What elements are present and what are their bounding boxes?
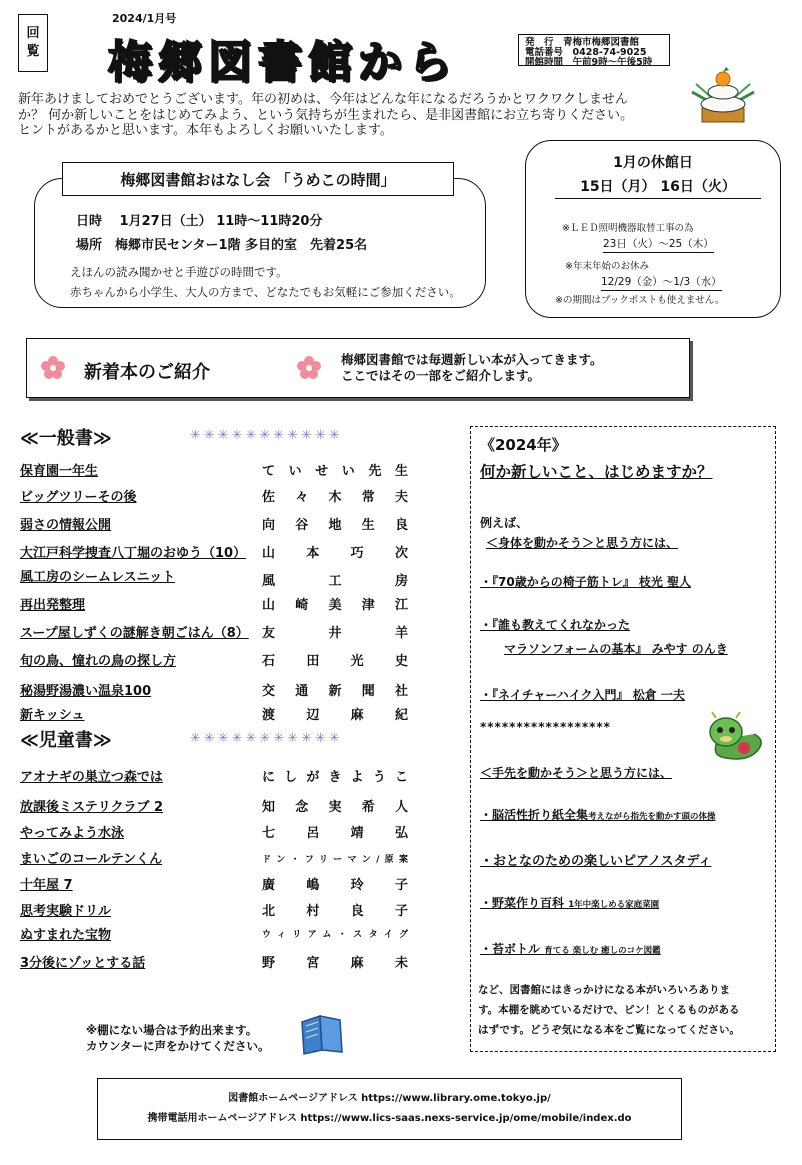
greeting-paragraph [18, 92, 658, 139]
publisher-box [518, 34, 670, 66]
sidebar-hand-book [480, 940, 661, 957]
sidebar-book: ・『誰も教えてくれなかった [480, 618, 631, 632]
storytime-title: 梅郷図書館おはなし会 「うめこの時間」 [62, 162, 454, 196]
plum-blossom-icon [296, 355, 322, 381]
dragon-icon [704, 710, 768, 762]
new-books-title: 新着本のご紹介 [84, 362, 210, 383]
sidebar-hand-book [480, 894, 659, 911]
closed-range: 23日（火）～25（木） [603, 236, 714, 253]
kairan-bottom-char: 覧 [26, 44, 40, 59]
book-title: 風工房のシームレスニット [20, 570, 176, 585]
closed-range: 12/29（金）～1/3（水） [601, 274, 722, 291]
book-title: 十年屋 7 [20, 878, 73, 893]
closed-days-title: 1月の休館日 [613, 155, 693, 171]
book-title: 思考実験ドリル [20, 904, 112, 919]
homepage-url: 図書館ホームページアドレス https://www.library.ome.tokyo.jp/ [228, 1093, 551, 1104]
book-title: スープ屋しずくの謎解き朝ごはん（8） [20, 626, 249, 641]
book-author: 渡辺麻紀 [262, 708, 408, 723]
storytime-desc: 赤ちゃんから小学生、大人の方まで、どなたでもお気軽にご参加ください。 [70, 285, 461, 299]
book-title: ぬすまれた宝物 [20, 928, 112, 943]
reserve-line: ※棚にない場合は予約出来ます。 [86, 1023, 258, 1037]
book-title: 大江戸科学捜査八丁堀のおゆう（10） [20, 546, 247, 561]
book-author: ウィリアム・スタイグ [262, 930, 408, 940]
book-author: 北村良子 [262, 904, 408, 919]
new-books-desc [341, 352, 603, 384]
sidebar-book: ・『70歳からの椅子筋トレ』 枝光 聖人 [480, 575, 692, 589]
sidebar-separator: ****************** [480, 720, 611, 734]
book-title: ビッグツリーその後 [20, 490, 137, 505]
closed-note: ※の期間はブックポストも使えません。 [555, 295, 725, 306]
book-author: 野宮麻未 [262, 956, 408, 971]
book-author: 交通新聞社 [262, 684, 408, 699]
kagami-mochi-icon [688, 62, 758, 126]
phone-line: 電話番号 0428-74-9025 [525, 47, 647, 58]
sidebar-hand-book [480, 806, 716, 823]
book-title: 秘湯野湯濃い温泉100 [20, 684, 152, 699]
book-author: 山本巧次 [262, 546, 408, 561]
book-author: 友井羊 [262, 626, 408, 641]
sidebar-hand-book-sub: 育てる 楽しむ 癒しのコケ図鑑 [544, 946, 661, 956]
issue-label: 2024/1月号 [112, 12, 177, 25]
sidebar-hand-book-sub: 1年中楽しめる家庭菜園 [568, 900, 660, 910]
sidebar-hand-book [480, 850, 711, 869]
book-title: 再出発整理 [20, 598, 86, 613]
sidebar-closing-line: など、図書館にはきっかけになる本がいろいろありま [478, 984, 730, 996]
sidebar-heading: 何か新しいこと、はじめますか？ [480, 463, 713, 481]
storytime-place: 場所 梅郷市民センター1階 多目的室 先着25名 [76, 238, 368, 253]
mobile-url: 携帯電話用ホームページアドレス https://www.lics-saas.nexs-service.jp/ome/mobile/index.do [147, 1113, 632, 1124]
book-author: 七呂靖弘 [262, 826, 408, 841]
new-books-desc-line: ここではその一部をご紹介します。 [341, 368, 541, 383]
book-title: 新キッシュ [20, 708, 85, 723]
sidebar-book: ・『ネイチャーハイク入門』 松倉 一夫 [480, 688, 685, 702]
greeting-line: 新年あけましておめでとうございます。年の初めは、今年はどんな年になるだろうかとワクワクしません [18, 92, 628, 107]
star-divider: ✳✳✳✳✳✳✳✳✳✳✳ [190, 428, 343, 443]
footer-box [97, 1078, 682, 1140]
reserve-note [86, 1022, 270, 1054]
reserve-line: カウンターに声をかけてください。 [86, 1039, 270, 1053]
sidebar-closing-line: はずです。どうぞ気になる本をご覧になってください。 [478, 1024, 740, 1036]
sidebar-example: 例えば、 [480, 516, 529, 530]
kairan-box [18, 14, 48, 72]
closed-days-dates: 15日（月） 16日（火） [555, 176, 761, 199]
sidebar-hand-book-title: ・脳活性折り紙全集 [480, 808, 589, 822]
greeting-line: か？ 何か新しいことをはじめてみよう、という気持ちが生まれたら、是非図書館にお立ち寄りください。 [18, 107, 634, 123]
book-title: 旬の鳥、憧れの鳥の探し方 [20, 654, 177, 669]
hours-line: 開館時間 午前9時～午後5時 [525, 57, 653, 68]
greeting-line: ヒントがあるかと思います。本年もよろしくお願いいたします。 [18, 123, 393, 138]
book-title: 保育園一年生 [20, 464, 99, 479]
book-title: 3分後にゾッとする話 [20, 956, 146, 971]
sidebar-book: マラソンフォームの基本』 みやす のんき [504, 642, 728, 656]
publisher-line: 発 行 青梅市梅郷図書館 [525, 37, 640, 48]
sidebar-hand-prompt: ＜手先を動かそう＞と思う方には、 [480, 766, 673, 780]
book-author: 知念実希人 [262, 800, 408, 815]
general-books-heading: ≪一般書≫ [20, 428, 112, 449]
book-title: 放課後ミステリクラブ 2 [20, 800, 164, 815]
book-author: 佐々木常夫 [262, 490, 408, 505]
book-author: 石田光史 [262, 654, 408, 669]
sidebar-hand-book-title: ・苔ボトル [480, 942, 541, 956]
sidebar-closing [478, 980, 740, 1040]
sidebar-hand-book-sub: 考えながら指先を動かす頭の体操 [588, 812, 716, 822]
children-books-heading: ≪児童書≫ [20, 730, 112, 751]
book-author: 風工房 [262, 574, 408, 589]
book-title: アオナギの巣立つ森では [20, 770, 163, 785]
sidebar-body-prompt: ＜身体を動かそう＞と思う方には、 [486, 536, 679, 550]
sidebar-hand-book-title: ・おとなのための楽しいピアノスタディ [480, 854, 712, 869]
book-author: 廣嶋玲子 [262, 878, 408, 893]
book-author: にしがきようこ [262, 770, 408, 785]
open-book-icon [296, 1012, 348, 1056]
book-title: やってみよう水泳 [20, 826, 125, 841]
kairan-top-char: 回 [26, 26, 40, 41]
sidebar-year: 《2024年》 [480, 436, 567, 454]
book-author: ていせい先生 [262, 464, 408, 479]
storytime-desc: えほんの読み聞かせと手遊びの時間です。 [70, 265, 288, 279]
book-author: 山崎美津江 [262, 598, 408, 613]
book-author: ドン・フリーマン/原案 [262, 855, 408, 865]
newsletter-title: 梅郷図書館から [108, 37, 458, 88]
book-author: 向谷地生良 [262, 518, 408, 533]
closed-note: ※年末年始のお休み [565, 261, 649, 272]
book-title: まいごのコールテンくん [20, 852, 163, 867]
storytime-datetime: 日時 1月27日（土） 11時～11時20分 [76, 214, 323, 229]
book-title: 弱さの情報公開 [20, 518, 112, 533]
star-divider: ✳✳✳✳✳✳✳✳✳✳✳ [190, 731, 343, 746]
sidebar-closing-line: す。本棚を眺めているだけで、ピン！とくるものがある [478, 1004, 740, 1016]
new-books-desc-line: 梅郷図書館では毎週新しい本が入ってきます。 [341, 352, 603, 367]
closed-note: ※ＬＥＤ照明機器取替工事の為 [562, 223, 694, 234]
sidebar-hand-book-title: ・野菜作り百科 [480, 896, 565, 910]
plum-blossom-icon [40, 355, 66, 381]
